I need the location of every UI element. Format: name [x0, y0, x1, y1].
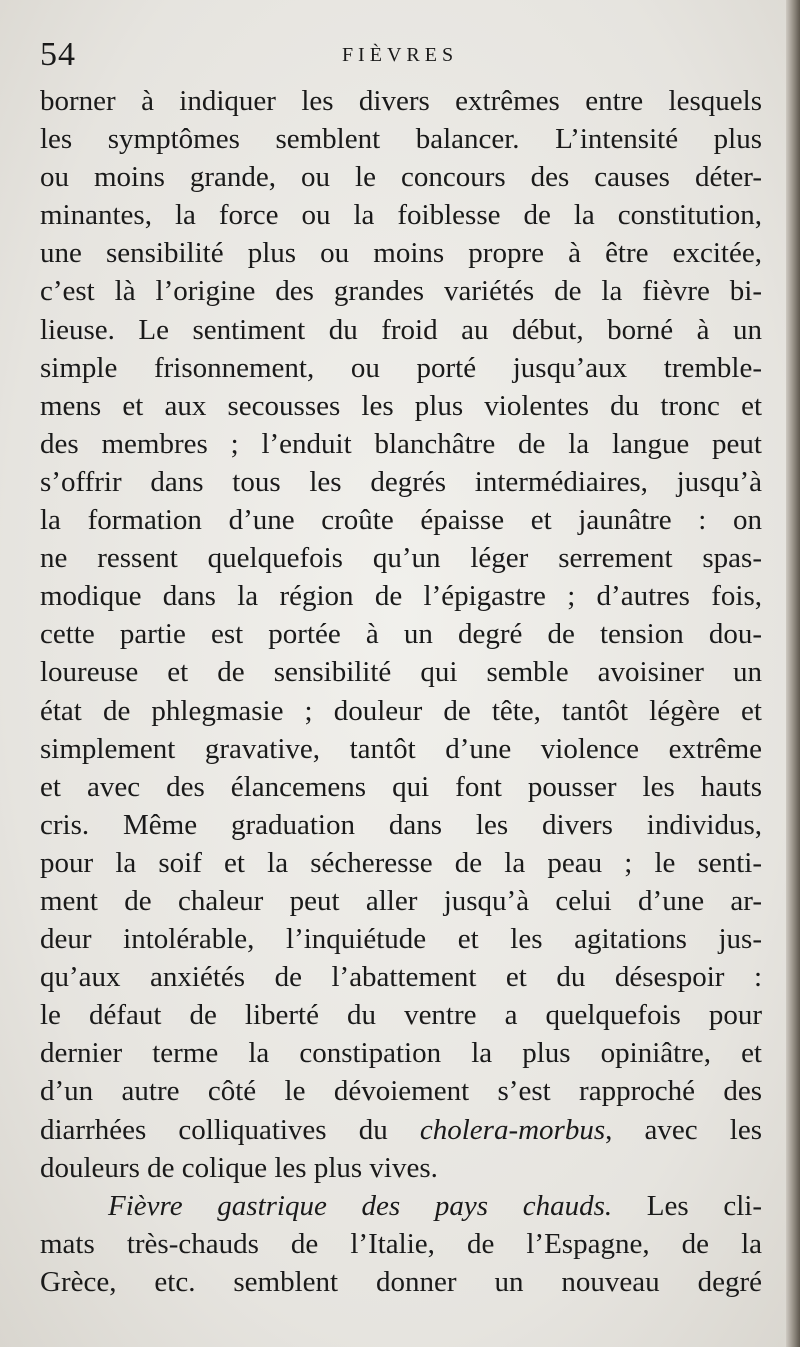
text-line: le défaut de liberté du ventre a quelquefois pour [40, 999, 762, 1032]
text-line: et avec des élancemens qui font pousser les hauts [40, 770, 762, 803]
text-line: simplement gravative, tantôt d’une violence extrême [40, 732, 762, 765]
text-line: pour la soif et la sécheresse de la peau ; le senti- [40, 846, 762, 879]
text-line: loureuse et de sensibilité qui semble avoisiner un [40, 656, 762, 689]
text-line: ne ressent quelquefois qu’un léger serrement spas- [40, 542, 762, 575]
page-number: 54 [40, 36, 76, 73]
running-head: FIÈVRES [341, 44, 459, 66]
text-line: cris. Même graduation dans les divers individus, [40, 808, 762, 841]
text-line: des membres ; l’enduit blanchâtre de la langue peut [40, 427, 762, 460]
body-text [40, 82, 762, 1301]
text-line: simple frisonnement, ou porté jusqu’aux tremble- [40, 351, 762, 384]
page-gutter-shadow [786, 0, 800, 1347]
text-line: lieuse. Le sentiment du froid au début, borné à un [40, 313, 762, 346]
text-line: s’offrir dans tous les degrés intermédiaires, jusqu’à [40, 465, 762, 498]
text-line: minantes, la force ou la foiblesse de la constitution, [40, 199, 762, 232]
paragraph-start [40, 1187, 762, 1225]
text-line: une sensibilité plus ou moins propre à être excitée, [40, 237, 762, 270]
text-line [40, 1111, 762, 1149]
text-line: ou moins grande, ou le concours des causes déter- [40, 161, 762, 194]
section-heading: Fièvre gastrique des pays chauds. [108, 1189, 613, 1222]
text-line: mens et aux secousses les plus violentes du tronc et [40, 389, 762, 422]
text-run: Les cli- [612, 1189, 763, 1222]
text-line: état de phlegmasie ; douleur de tête, tantôt légère et [40, 694, 762, 727]
text-run: diarrhées colliquatives du [40, 1113, 420, 1146]
text-line: les symptômes semblent balancer. L’intensité plus [40, 123, 762, 156]
text-line: ment de chaleur peut aller jusqu’à celui d’une ar- [40, 884, 762, 917]
text-line: c’est là l’origine des grandes variétés de la fièvre bi- [40, 275, 762, 308]
text-run: , avec les [605, 1113, 762, 1146]
text-line: d’un autre côté le dévoiement s’est rapproché des [40, 1075, 762, 1108]
text-line: modique dans la région de l’épigastre ; d’autres fois, [40, 580, 762, 613]
text-line: douleurs de colique les plus vives. [40, 1151, 438, 1184]
text-line: dernier terme la constipation la plus opiniâtre, et [40, 1037, 762, 1070]
text-line: qu’aux anxiétés de l’abattement et du désespoir : [40, 961, 762, 994]
italic-term: cholera-morbus [419, 1113, 606, 1146]
text-line: mats très-chauds de l’Italie, de l’Espagne, de la [40, 1227, 762, 1260]
text-line: borner à indiquer les divers extrêmes entre lesquels [40, 85, 762, 117]
text-line: cette partie est portée à un degré de tension dou- [40, 618, 762, 651]
text-line: la formation d’une croûte épaisse et jaunâtre : on [40, 504, 762, 537]
text-line: Grèce, etc. semblent donner un nouveau degré [40, 1265, 762, 1298]
text-line: deur intolérable, l’inquiétude et les agitations jus- [40, 923, 762, 956]
